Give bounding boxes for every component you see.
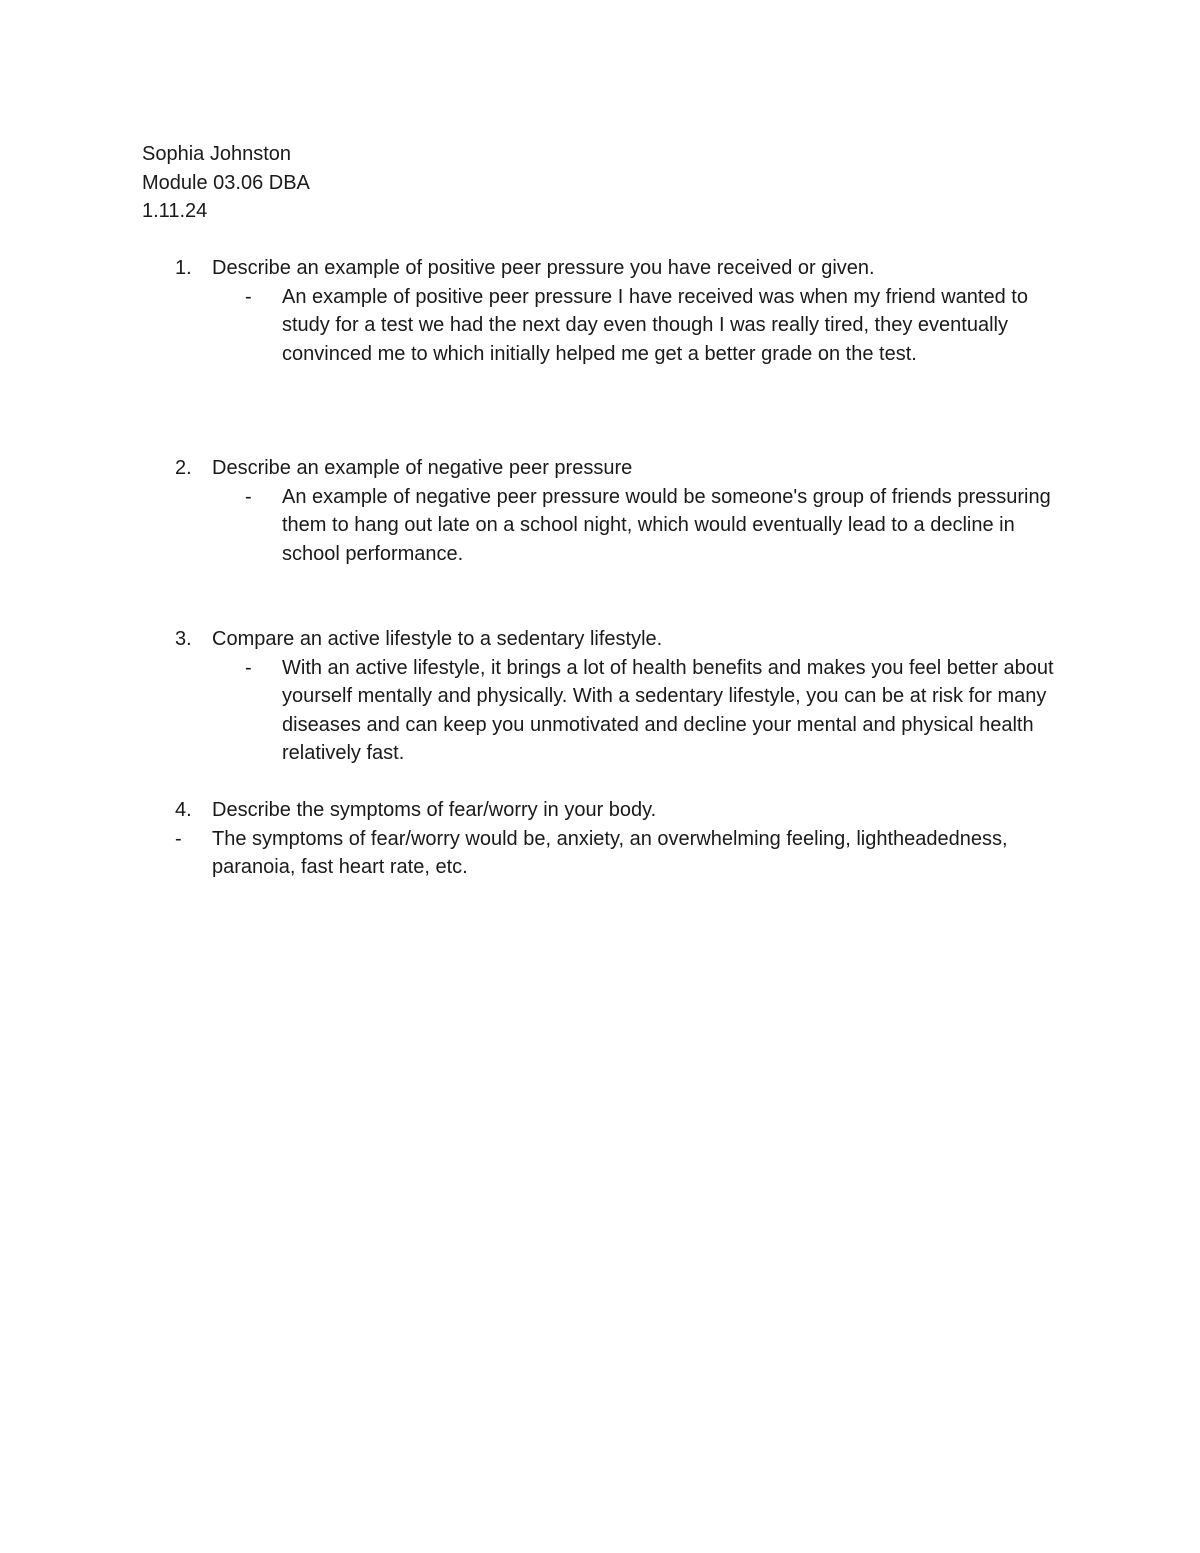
question-item-4 xyxy=(142,796,1072,882)
answer-text: With an active lifestyle, it brings a lot of health benefits and makes you feel better about yourself mentally and physically. With a sedentary lifestyle, you can be at risk for many diseases and can keep you unmotivated and decline your mental and physical health relatively fast. xyxy=(282,656,1054,765)
question-number: 3. xyxy=(175,628,192,650)
answer-bullet: - xyxy=(245,285,252,308)
question-item-3 xyxy=(142,625,1072,768)
author-name: Sophia Johnston xyxy=(142,143,292,165)
question-text: Compare an active lifestyle to a sedentary lifestyle. xyxy=(212,628,663,650)
question-text: Describe the symptoms of fear/worry in your body. xyxy=(212,799,657,821)
document-date: 1.11.24 xyxy=(142,200,208,223)
question-text: Describe an example of negative peer pressure xyxy=(212,457,633,479)
answer-bullet: - xyxy=(245,485,252,508)
question-number: 1. xyxy=(175,257,192,279)
question-item-2 xyxy=(142,454,1072,568)
document-header xyxy=(142,140,310,226)
question-number: 4. xyxy=(175,799,192,821)
question-item-1 xyxy=(142,254,1072,368)
question-number: 2. xyxy=(175,457,192,479)
answer-bullet: - xyxy=(175,827,182,850)
module-title: Module 03.06 DBA xyxy=(142,171,310,194)
answer-bullet: - xyxy=(245,656,252,679)
question-text: Describe an example of positive peer pressure you have received or given. xyxy=(212,257,875,279)
answer-text: The symptoms of fear/worry would be, anxiety, an overwhelming feeling, lightheadedness, paranoia, fast heart rate, etc. xyxy=(212,827,1008,879)
answer-text: An example of negative peer pressure would be someone's group of friends pressuring them to hang out late on a school night, which would eventually lead to a decline in school performance. xyxy=(282,485,1051,565)
answer-text: An example of positive peer pressure I have received was when my friend wanted to study for a test we had the next day even though I was really tired, they eventually convinced me to which initially helped me get a better grade on the test. xyxy=(282,285,1028,365)
